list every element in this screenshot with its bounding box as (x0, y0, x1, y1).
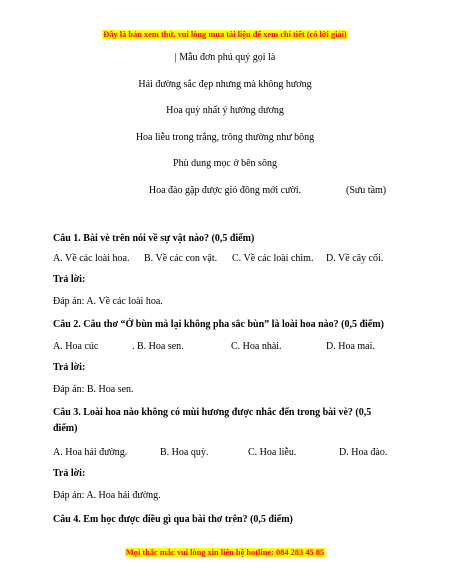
poem-line: | Mẫu đơn phú quý gọi là (174, 52, 276, 63)
question-3 (53, 405, 393, 437)
question-title: Câu 1. Bài vè trên nói về sự vật nào? (0,5 điểm) (53, 233, 255, 244)
option-d: D. Hoa mai. (326, 341, 375, 352)
question-2-options (0, 341, 450, 355)
header-banner (0, 27, 450, 40)
question-4 (53, 512, 398, 528)
option-d: D. Về cây cối. (326, 253, 384, 264)
poem-line: Hoa đào gặp được gió đông mới cười. (148, 184, 302, 196)
question-1 (53, 231, 398, 247)
answer-text: Đáp án: A. Hoa hải đường. (53, 490, 161, 501)
option-d: D. Hoa đào. (339, 447, 388, 458)
question-3-answer (53, 490, 398, 501)
poem-source: (Sưu tầm) (346, 185, 387, 196)
question-1-options (0, 253, 450, 267)
footer-banner (0, 545, 450, 558)
question-2-answer-label (53, 362, 398, 373)
option-c: C. Về các loài chim. (232, 253, 314, 264)
question-1-answer-label (53, 274, 398, 285)
preview-notice: Đây là bản xem thử, vui lòng mua tài liệu để xem chi tiết (có lời giải) (103, 30, 347, 39)
option-c: C. Hoa liễu. (248, 447, 297, 458)
option-b: . B. Hoa sen. (132, 341, 184, 352)
answer-text: Đáp án: A. Về các loài hoa. (53, 296, 163, 307)
answer-text: Đáp án: B. Hoa sen. (53, 384, 134, 395)
question-2 (53, 317, 413, 333)
poem-line: Phù dung mọc ở bên sông (173, 158, 277, 169)
option-a: A. Hoa cúc (53, 341, 99, 352)
question-1-answer (53, 296, 398, 307)
question-2-answer (53, 384, 398, 395)
question-3-options (0, 447, 450, 461)
question-title: Câu 4. Em học được điều gì qua bài thơ trên? (0,5 điểm) (53, 514, 293, 525)
option-c: C. Hoa nhài. (231, 341, 282, 352)
option-b: B. Hoa quỳ. (160, 447, 209, 458)
answer-label: Trả lời: (53, 274, 86, 285)
option-a: A. Hoa hải đường. (53, 447, 128, 458)
poem-line: Hải đường sắc đẹp nhưng mà không hương (138, 78, 312, 90)
question-3-answer-label (53, 468, 398, 479)
question-title: Câu 2. Câu thơ “Ở bùn mà lại không pha sắc bùn” là loài hoa nào? (0,5 điểm) (53, 319, 384, 330)
question-title: Câu 3. Loài hoa nào không có mùi hương được nhắc đến trong bài vè? (0,5 điểm) (53, 407, 372, 434)
poem-line: Hoa liễu trong trắng, trông thường như bông (135, 131, 315, 143)
poem (0, 52, 450, 211)
option-a: A. Về các loài hoa. (53, 253, 130, 264)
option-b: B. Về các con vật. (144, 253, 218, 264)
answer-label: Trả lời: (53, 468, 86, 479)
poem-line: Hoa quỳ nhất ý hướng dương (166, 105, 284, 116)
hotline-notice: Mọi thắc mắc vui lòng xin liên hệ hotline: 084 283 45 85 (125, 548, 325, 557)
answer-label: Trả lời: (53, 362, 86, 373)
